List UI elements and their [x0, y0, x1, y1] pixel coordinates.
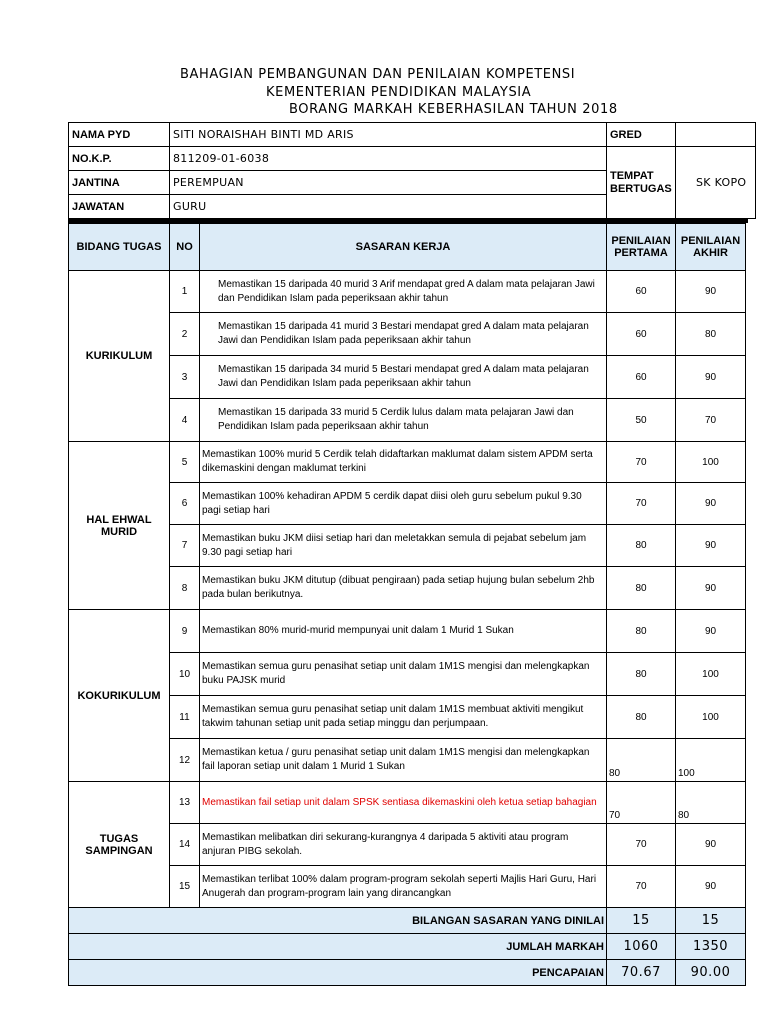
nama-value: SITI NORAISHAH BINTI MD ARIS — [170, 123, 607, 147]
row-akhir: 90 — [676, 525, 746, 567]
jumlah-label: JUMLAH MARKAH — [69, 934, 607, 960]
row-pertama: 70 — [607, 824, 676, 866]
row-sasaran: Memastikan semua guru penasihat setiap unit dalam 1M1S membuat aktiviti mengikut takwim tahunan setiap unit pada setiap minggu dan perjumpaan. — [200, 696, 607, 739]
header-department: BAHAGIAN PEMBANGUNAN DAN PENILAIAN KOMPETENSI — [180, 67, 576, 82]
info-table — [68, 122, 756, 219]
row-akhir: 90 — [676, 610, 746, 653]
tempat-label: TEMPAT BERTUGAS — [607, 147, 676, 219]
row-akhir: 100 — [676, 739, 746, 782]
row-sasaran: Memastikan buku JKM diisi setiap hari dan meletakkan semula di pejabat sebelum jam 9.30 pagi setiap hari — [200, 525, 607, 567]
row-akhir: 90 — [676, 356, 746, 399]
row-no: 1 — [170, 271, 200, 313]
pencapaian-label: PENCAPAIAN — [69, 960, 607, 986]
bilangan-pertama: 15 — [607, 908, 676, 934]
table-row — [69, 739, 746, 782]
table-row — [69, 782, 746, 824]
row-akhir: 90 — [676, 271, 746, 313]
jawatan-label: JAWATAN — [69, 195, 170, 219]
col-sasaran-kerja: SASARAN KERJA — [200, 224, 607, 271]
header-ministry: KEMENTERIAN PENDIDIKAN MALAYSIA — [266, 84, 532, 100]
row-sasaran: Memastikan 15 daripada 34 murid 5 Bestari mendapat gred A dalam mata pelajaran Jawi dan Pendidikan Islam pada peperiksaan akhir tahun — [200, 356, 607, 399]
jawatan-value: GURU — [170, 195, 607, 219]
row-sasaran: Memastikan terlibat 100% dalam program-program sekolah seperti Majlis Hari Guru, Hari Anugerah dan program-program lain yang dirancangkan — [200, 866, 607, 908]
nokp-value: 811209-01-6038 — [170, 147, 607, 171]
row-pertama: 70 — [607, 442, 676, 483]
row-sasaran: Memastikan fail setiap unit dalam SPSK sentiasa dikemaskini oleh ketua setiap bahagian — [200, 782, 607, 824]
bidang-hal-ehwal-murid: HAL EHWAL MURID — [69, 442, 170, 610]
summary-jumlah-row — [69, 934, 746, 960]
row-pertama: 70 — [607, 866, 676, 908]
row-akhir: 70 — [676, 399, 746, 442]
bidang-kokurikulum: KOKURIKULUM — [69, 610, 170, 782]
row-sasaran: Memastikan buku JKM ditutup (dibuat pengiraan) pada setiap hujung bulan sebelum 2hb pada bulan berikutnya. — [200, 567, 607, 610]
row-pertama: 50 — [607, 399, 676, 442]
table-header-row — [69, 224, 746, 271]
table-row — [69, 653, 746, 696]
bidang-kurikulum: KURIKULUM — [69, 271, 170, 442]
row-akhir: 100 — [676, 653, 746, 696]
row-no: 5 — [170, 442, 200, 483]
row-sasaran: Memastikan 100% murid 5 Cerdik telah didaftarkan maklumat dalam sistem APDM serta dikemaskini dengan maklumat terkini — [200, 442, 607, 483]
row-sasaran: Memastikan 80% murid-murid mempunyai unit dalam 1 Murid 1 Sukan — [200, 610, 607, 653]
row-no: 12 — [170, 739, 200, 782]
table-row — [69, 824, 746, 866]
row-akhir: 90 — [676, 866, 746, 908]
row-akhir: 90 — [676, 567, 746, 610]
row-pertama: 80 — [607, 610, 676, 653]
row-pertama: 70 — [607, 782, 676, 824]
tempat-value: SK KOPO — [676, 147, 756, 219]
row-pertama: 80 — [607, 696, 676, 739]
table-row — [69, 442, 746, 483]
row-no: 3 — [170, 356, 200, 399]
row-no: 10 — [170, 653, 200, 696]
row-sasaran: Memastikan 15 daripada 41 murid 3 Bestari mendapat gred A dalam mata pelajaran Jawi dan Pendidikan Islam pada peperiksaan akhir tahun — [200, 313, 607, 356]
jantina-label: JANTINA — [69, 171, 170, 195]
gred-label: GRED — [607, 123, 676, 147]
table-row — [69, 866, 746, 908]
header-form-title: BORANG MARKAH KEBERHASILAN TAHUN 2018 — [289, 102, 618, 117]
col-no: NO — [170, 224, 200, 271]
col-penilaian-akhir: PENILAIAN AKHIR — [676, 224, 746, 271]
nokp-label: NO.K.P. — [69, 147, 170, 171]
row-pertama: 70 — [607, 483, 676, 525]
table-row — [69, 483, 746, 525]
row-sasaran: Memastikan 15 daripada 33 murid 5 Cerdik lulus dalam mata pelajaran Jawi dan Pendidikan Islam pada peperiksaan akhir tahun — [200, 399, 607, 442]
col-penilaian-pertama: PENILAIAN PERTAMA — [607, 224, 676, 271]
table-row — [69, 525, 746, 567]
row-sasaran: Memastikan 15 daripada 40 murid 3 Arif mendapat gred A dalam mata pelajaran Jawi dan Pendidikan Islam pada peperiksaan akhir tahun — [200, 271, 607, 313]
pencapaian-pertama: 70.67 — [607, 960, 676, 986]
row-no: 8 — [170, 567, 200, 610]
summary-bilangan-row — [69, 908, 746, 934]
row-no: 13 — [170, 782, 200, 824]
sasaran-table — [68, 223, 746, 986]
table-row — [69, 313, 746, 356]
bilangan-label: BILANGAN SASARAN YANG DINILAI — [69, 908, 607, 934]
table-row — [69, 399, 746, 442]
table-row — [69, 567, 746, 610]
row-akhir: 80 — [676, 782, 746, 824]
row-pertama: 60 — [607, 313, 676, 356]
row-no: 15 — [170, 866, 200, 908]
jumlah-pertama: 1060 — [607, 934, 676, 960]
row-no: 11 — [170, 696, 200, 739]
row-akhir: 90 — [676, 824, 746, 866]
bidang-tugas-sampingan: TUGAS SAMPINGAN — [69, 782, 170, 908]
row-akhir: 100 — [676, 696, 746, 739]
row-pertama: 80 — [607, 567, 676, 610]
table-row — [69, 271, 746, 313]
row-akhir: 100 — [676, 442, 746, 483]
row-sasaran: Memastikan melibatkan diri sekurang-kurangnya 4 daripada 5 aktiviti atau program anjuran PIBG sekolah. — [200, 824, 607, 866]
row-sasaran: Memastikan ketua / guru penasihat setiap unit dalam 1M1S mengisi dan melengkapkan fail laporan setiap unit dalam 1 Murid 1 Sukan — [200, 739, 607, 782]
bilangan-akhir: 15 — [676, 908, 746, 934]
row-pertama: 60 — [607, 356, 676, 399]
row-no: 6 — [170, 483, 200, 525]
summary-pencapaian-row — [69, 960, 746, 986]
col-bidang-tugas: BIDANG TUGAS — [69, 224, 170, 271]
row-pertama: 80 — [607, 739, 676, 782]
row-no: 14 — [170, 824, 200, 866]
row-no: 9 — [170, 610, 200, 653]
table-row — [69, 696, 746, 739]
jumlah-akhir: 1350 — [676, 934, 746, 960]
row-sasaran: Memastikan 100% kehadiran APDM 5 cerdik dapat diisi oleh guru sebelum pukul 9.30 pagi setiap hari — [200, 483, 607, 525]
form-header — [0, 66, 768, 119]
row-no: 2 — [170, 313, 200, 356]
nama-label: NAMA PYD — [69, 123, 170, 147]
row-sasaran: Memastikan semua guru penasihat setiap unit dalam 1M1S mengisi dan melengkapkan buku PAJSK murid — [200, 653, 607, 696]
table-row — [69, 356, 746, 399]
table-row — [69, 610, 746, 653]
pencapaian-akhir: 90.00 — [676, 960, 746, 986]
gred-value — [676, 123, 756, 147]
row-pertama: 80 — [607, 525, 676, 567]
row-pertama: 80 — [607, 653, 676, 696]
row-akhir: 80 — [676, 313, 746, 356]
jantina-value: PEREMPUAN — [170, 171, 607, 195]
row-no: 7 — [170, 525, 200, 567]
row-pertama: 60 — [607, 271, 676, 313]
row-akhir: 90 — [676, 483, 746, 525]
row-no: 4 — [170, 399, 200, 442]
